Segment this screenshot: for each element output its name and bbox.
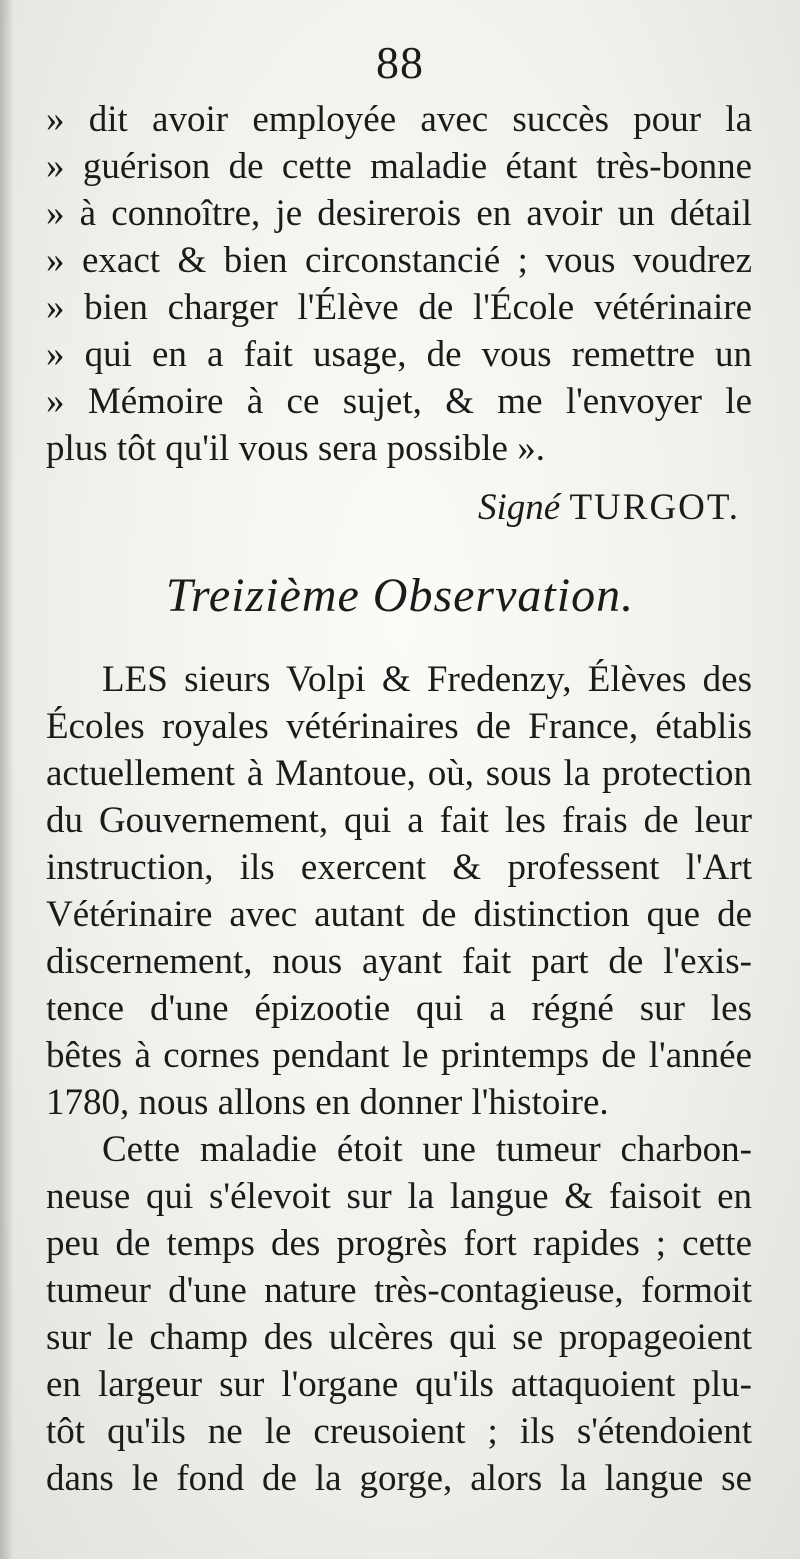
text-line: » à connoître, je desirerois en avoir un détail	[46, 193, 752, 234]
text-line: LES sieurs Volpi & Fredenzy, Élèves des	[102, 659, 752, 700]
text-line: dans le fond de la gorge, alors la langue se	[46, 1458, 752, 1499]
text-line: discernement, nous ayant fait part de l'exis-	[46, 941, 752, 982]
text-line: » exact & bien circonstancié ; vous voudrez	[46, 240, 752, 281]
text-line: » bien charger l'Élève de l'École vétérinaire	[46, 287, 752, 328]
text-line: du Gouvernement, qui a fait les frais de leur	[46, 800, 752, 841]
text-line: » qui en a fait usage, de vous remettre un	[46, 334, 752, 375]
section-title: Treizième Observation.	[165, 569, 635, 622]
signature-label: Signé	[478, 487, 561, 528]
text-line: tumeur d'une nature très-contagieuse, formoit	[46, 1270, 752, 1311]
text-line: tence d'une épizootie qui a régné sur les	[46, 988, 752, 1029]
quoted-letter	[46, 96, 752, 472]
text-line: bêtes à cornes pendant le printemps de l'année	[46, 1035, 752, 1076]
signature	[478, 486, 740, 529]
text-line: » dit avoir employée avec succès pour la	[46, 99, 752, 140]
body-text	[46, 656, 752, 1502]
text-line: 1780, nous allons en donner l'histoire.	[46, 1082, 609, 1123]
text-line: Écoles royales vétérinaires de France, établis	[46, 706, 752, 747]
text-line: en largeur sur l'organe qu'ils attaquoient plu-	[46, 1364, 752, 1405]
text-line: sur le champ des ulcères qui se propageoient	[46, 1317, 752, 1358]
text-line: » Mémoire à ce sujet, & me l'envoyer le	[46, 381, 752, 422]
text-line: instruction, ils exercent & professent l'Art	[46, 847, 752, 888]
text-line: plus tôt qu'il vous sera possible ».	[46, 428, 545, 469]
text-line: peu de temps des progrès fort rapides ; cette	[46, 1223, 752, 1264]
text-line: actuellement à Mantoue, où, sous la protection	[46, 753, 752, 794]
text-line: tôt qu'ils ne le creusoient ; ils s'étendoient	[46, 1411, 752, 1452]
text-line: neuse qui s'élevoit sur la langue & faisoit en	[46, 1176, 752, 1217]
text-line: Cette maladie étoit une tumeur charbon-	[102, 1129, 752, 1170]
page-number: 88	[376, 37, 424, 88]
signature-name: TURGOT.	[569, 487, 740, 528]
text-line: Vétérinaire avec autant de distinction que de	[46, 894, 752, 935]
text-line: » guérison de cette maladie étant très-bonne	[46, 146, 752, 187]
